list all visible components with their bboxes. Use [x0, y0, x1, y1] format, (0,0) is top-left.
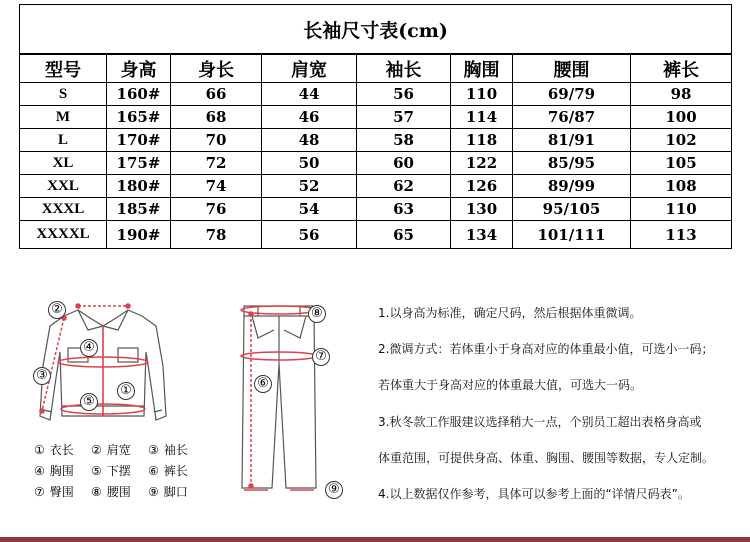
- table-row: [20, 175, 732, 198]
- legend-label: 裤长: [163, 464, 188, 478]
- legend-label: 脚口: [163, 485, 188, 499]
- column-header: 身高: [107, 54, 171, 83]
- size-table: [19, 4, 732, 249]
- legend-item: [148, 440, 205, 461]
- table-cell: 89/99: [513, 175, 631, 198]
- table-cell: 185#: [107, 198, 171, 221]
- column-header: 型号: [20, 54, 107, 83]
- table-cell: 98: [631, 83, 732, 106]
- table-cell: 60: [357, 152, 451, 175]
- table-cell: 57: [357, 106, 451, 129]
- table-cell: 134: [451, 221, 513, 249]
- column-header: 裤长: [631, 54, 732, 83]
- measurement-figures: [0, 296, 750, 506]
- legend-label: 肩宽: [106, 443, 131, 457]
- table-cell: 72: [171, 152, 262, 175]
- legend-item: [34, 461, 91, 482]
- table-title: 长袖尺寸表(cm): [20, 5, 732, 55]
- legend-item: [148, 461, 205, 482]
- legend-number: ④: [34, 464, 45, 478]
- callout-5: ⑤: [80, 393, 98, 411]
- table-cell: 56: [357, 83, 451, 106]
- table-header-row: [20, 54, 732, 83]
- legend-number: ⑦: [34, 485, 45, 499]
- note-line-1: 1.以身高为标准，确定尺码，然后根据体重微调。: [378, 306, 642, 320]
- table-cell: 74: [171, 175, 262, 198]
- table-cell: 85/95: [513, 152, 631, 175]
- legend-number: ⑧: [91, 485, 102, 499]
- table-row: [20, 83, 732, 106]
- legend-label: 腰围: [106, 485, 131, 499]
- callout-3: ③: [33, 367, 51, 385]
- pants-diagram: [228, 296, 338, 496]
- column-header: 腰围: [513, 54, 631, 83]
- legend-number: ⑤: [91, 464, 102, 478]
- table-cell: 50: [262, 152, 357, 175]
- legend-number: ③: [148, 443, 159, 457]
- note-line-5: 体重范围，可提供身高、体重、胸围、腰围等数据，专人定制。: [378, 451, 715, 465]
- note-line-6: 4.以上数据仅作参考，具体可以参考上面的“详情尺码表”。: [378, 487, 690, 501]
- legend-label: 衣长: [49, 443, 74, 457]
- column-header: 胸围: [451, 54, 513, 83]
- table-cell: 52: [262, 175, 357, 198]
- legend-number: ⑥: [148, 464, 159, 478]
- table-row: [20, 129, 732, 152]
- legend-item: [34, 482, 91, 503]
- legend-number: ⑨: [148, 485, 159, 499]
- table-cell: 101/111: [513, 221, 631, 249]
- table-cell: 190#: [107, 221, 171, 249]
- table-cell: 44: [262, 83, 357, 106]
- callout-1: ①: [117, 382, 135, 400]
- callout-8: ⑧: [308, 305, 326, 323]
- callout-2: ②: [48, 301, 66, 319]
- table-cell: XL: [20, 152, 107, 175]
- table-cell: 62: [357, 175, 451, 198]
- table-cell: 108: [631, 175, 732, 198]
- legend-item: [34, 440, 91, 461]
- callout-9: ⑨: [325, 481, 343, 499]
- table-cell: S: [20, 83, 107, 106]
- legend-row: [34, 482, 205, 503]
- pants-outline: [242, 306, 316, 488]
- table-cell: 100: [631, 106, 732, 129]
- note-line-4: 3.秋冬款工作服建议选择稍大一点，个别员工超出表格身高或: [378, 415, 702, 429]
- table-cell: 46: [262, 106, 357, 129]
- table-cell: 56: [262, 221, 357, 249]
- table-cell: 160#: [107, 83, 171, 106]
- legend-label: 胸围: [49, 464, 74, 478]
- legend-item: [91, 482, 148, 503]
- legend-item: [91, 461, 148, 482]
- table-cell: XXXL: [20, 198, 107, 221]
- legend-number: ①: [34, 443, 45, 457]
- table-cell: 65: [357, 221, 451, 249]
- table-cell: 76: [171, 198, 262, 221]
- table-cell: 175#: [107, 152, 171, 175]
- table-cell: 113: [631, 221, 732, 249]
- bottom-divider: [0, 537, 750, 542]
- callout-4: ④: [80, 339, 98, 357]
- table-cell: 165#: [107, 106, 171, 129]
- note-line-3: 若体重大于身高对应的体重最大值，可选大一码。: [378, 378, 643, 392]
- table-cell: 95/105: [513, 198, 631, 221]
- table-body: [20, 83, 732, 249]
- legend-label: 袖长: [163, 443, 188, 457]
- column-header: 肩宽: [262, 54, 357, 83]
- table-cell: 63: [357, 198, 451, 221]
- table-cell: 48: [262, 129, 357, 152]
- column-header: 袖长: [357, 54, 451, 83]
- table-cell: 58: [357, 129, 451, 152]
- table-cell: 54: [262, 198, 357, 221]
- table-cell: 180#: [107, 175, 171, 198]
- table-cell: 70: [171, 129, 262, 152]
- table-cell: 78: [171, 221, 262, 249]
- column-header: 身长: [171, 54, 262, 83]
- table-row: [20, 198, 732, 221]
- table-cell: 69/79: [513, 83, 631, 106]
- table-row: [20, 106, 732, 129]
- legend-row: [34, 461, 205, 482]
- callout-7: ⑦: [312, 348, 330, 366]
- table-cell: XXXXL: [20, 221, 107, 249]
- legend-label: 下摆: [106, 464, 131, 478]
- table-cell: M: [20, 106, 107, 129]
- table-cell: 118: [451, 129, 513, 152]
- legend-item: [91, 440, 148, 461]
- table-row: [20, 221, 732, 249]
- measurement-legend: [34, 440, 205, 503]
- table-cell: 122: [451, 152, 513, 175]
- table-cell: 68: [171, 106, 262, 129]
- legend-row: [34, 440, 205, 461]
- legend-number: ②: [91, 443, 102, 457]
- table-row: [20, 152, 732, 175]
- table-cell: XXL: [20, 175, 107, 198]
- table-cell: 105: [631, 152, 732, 175]
- note-line-2: 2.微调方式：若体重小于身高对应的体重最小值，可选小一码；: [378, 342, 714, 356]
- table-cell: 102: [631, 129, 732, 152]
- table-cell: 110: [631, 198, 732, 221]
- table-cell: 81/91: [513, 129, 631, 152]
- table-cell: 114: [451, 106, 513, 129]
- table-cell: 170#: [107, 129, 171, 152]
- table-cell: 130: [451, 198, 513, 221]
- legend-label: 臀围: [49, 485, 74, 499]
- table-cell: 110: [451, 83, 513, 106]
- table-cell: 76/87: [513, 106, 631, 129]
- table-cell: 126: [451, 175, 513, 198]
- table-cell: 66: [171, 83, 262, 106]
- table-cell: L: [20, 129, 107, 152]
- callout-6: ⑥: [254, 375, 272, 393]
- legend-item: [148, 482, 205, 503]
